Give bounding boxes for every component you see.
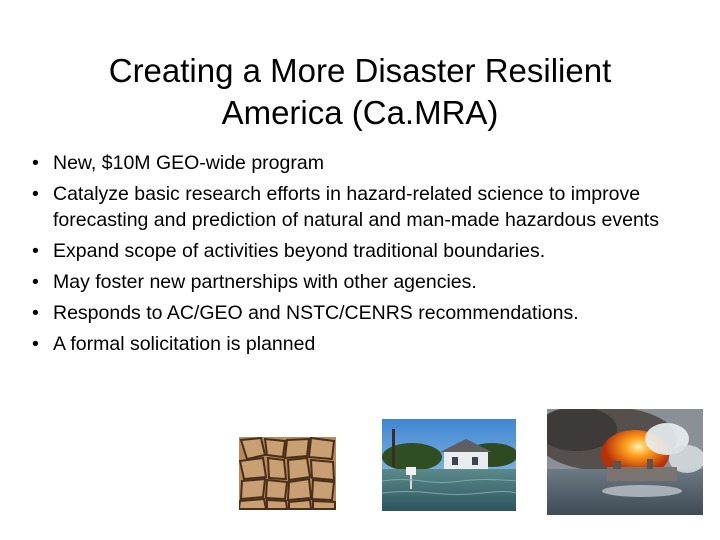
bullet-item — [32, 150, 692, 176]
bullet-dot-icon: • — [32, 333, 39, 355]
title-line-2: America (Ca.MRA) — [221, 94, 499, 131]
bullet-item — [32, 331, 692, 357]
bullet-item — [32, 181, 692, 233]
drought-photo-icon — [239, 437, 336, 510]
title-line-1: Creating a More Disaster Resilient — [108, 52, 612, 89]
bullet-dot-icon: • — [32, 271, 39, 293]
slide-title — [60, 50, 660, 134]
bullet-dot-icon: • — [32, 240, 39, 262]
bullet-dot-icon: • — [32, 183, 39, 205]
bullet-item — [32, 300, 692, 326]
bullet-dot-icon: • — [32, 152, 39, 174]
bullet-item — [32, 269, 692, 295]
bullet-text: New, $10M GEO-wide program — [53, 152, 324, 174]
bullet-text: Responds to AC/GEO and NSTC/CENRS recommendations. — [53, 302, 579, 324]
bullet-text: Expand scope of activities beyond traditional boundaries. — [53, 240, 546, 262]
bullet-text: May foster new partnerships with other agencies. — [53, 271, 477, 293]
bullet-list — [32, 150, 692, 362]
bullet-item — [32, 238, 692, 264]
bullet-dot-icon: • — [32, 302, 39, 324]
bullet-text: Catalyze basic research efforts in hazard-related science to improve forecasting and prediction of natural and man-made hazardous events — [53, 183, 659, 231]
flood-photo-icon — [382, 419, 516, 511]
bullet-text: A formal solicitation is planned — [53, 333, 316, 355]
oil-rig-fire-photo-icon — [547, 409, 703, 515]
